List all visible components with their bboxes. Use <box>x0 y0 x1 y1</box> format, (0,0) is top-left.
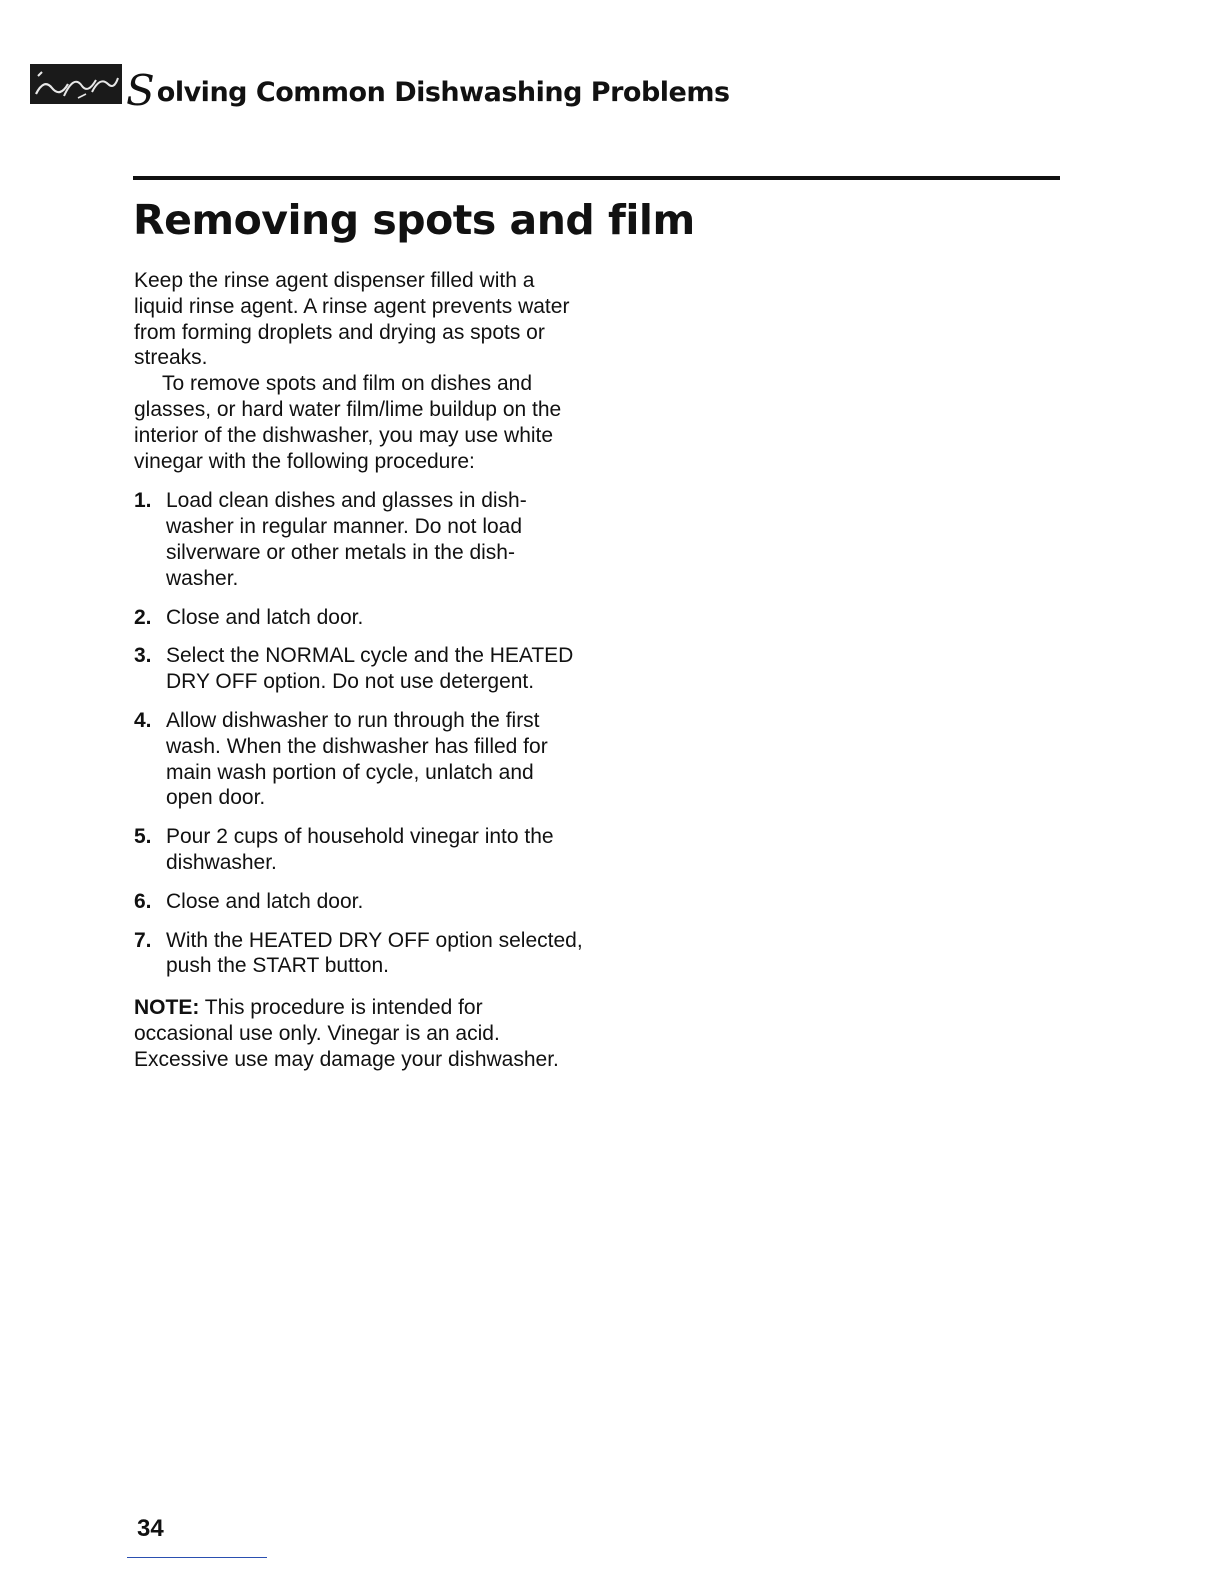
step-number: 2. <box>134 605 152 629</box>
note-label: NOTE: <box>134 996 200 1020</box>
step-item <box>134 889 584 915</box>
step-text: Close and latch door. <box>166 889 364 913</box>
step-number: 7. <box>134 928 152 952</box>
step-item <box>134 488 584 591</box>
procedure-steps <box>134 488 584 979</box>
body-content <box>134 268 584 1073</box>
note-paragraph <box>134 995 584 1072</box>
note-text: This procedure is intended for occasional use only. Vinegar is an acid. Excessive use may damage your dishwasher. <box>134 996 559 1071</box>
step-number: 6. <box>134 889 152 913</box>
section-title: olving Common Dishwashing Problems <box>156 77 730 108</box>
step-text: Load clean dishes and glasses in dish- washer in regular manner. Do not load silverware or other metals in the dish- washer. <box>166 489 527 590</box>
page-title: Removing spots and film <box>133 196 695 244</box>
step-number: 5. <box>134 825 152 849</box>
intro-paragraph-procedure: To remove spots and film on dishes and glasses, or hard water film/lime buildup on the interior of the dishwasher, you may use white vinegar with the following procedure: <box>134 372 562 473</box>
step-item <box>134 824 584 876</box>
step-number: 3. <box>134 644 152 668</box>
page-number: 34 <box>137 1515 164 1542</box>
footer-divider <box>127 1557 267 1558</box>
step-item <box>134 708 584 811</box>
step-number: 4. <box>134 708 152 732</box>
step-item <box>134 605 584 631</box>
step-item <box>134 643 584 695</box>
section-header <box>30 52 730 115</box>
step-text: Pour 2 cups of household vinegar into the dishwasher. <box>166 825 554 874</box>
step-number: 1. <box>134 489 152 513</box>
step-text: With the HEATED DRY OFF option selected, push the START button. <box>166 928 583 978</box>
title-divider <box>133 176 1060 180</box>
intro-paragraph: Keep the rinse agent dispenser filled with a liquid rinse agent. A rinse agent prevents water from forming droplets and drying as spots or streaks. <box>134 269 570 370</box>
step-text: Allow dishwasher to run through the first wash. When the dishwasher has filled for main wash portion of cycle, unlatch and open door. <box>166 708 548 810</box>
step-text: Close and latch door. <box>166 605 364 629</box>
step-item <box>134 928 584 980</box>
section-logo-icon <box>30 64 122 104</box>
section-title-initial: S <box>126 66 155 115</box>
step-text: Select the NORMAL cycle and the HEATED DRY OFF option. Do not use detergent. <box>166 644 574 694</box>
